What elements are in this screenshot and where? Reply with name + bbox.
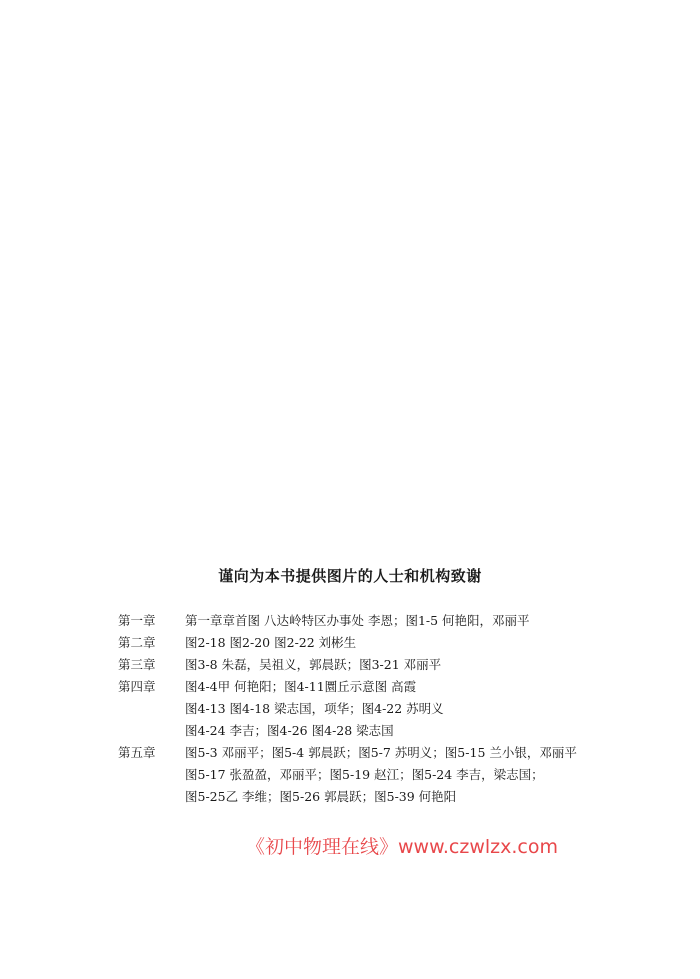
chapter-5	[118, 742, 638, 808]
credit-line: 图5-3 邓丽平；图5-4 郭晨跃；图5-7 苏明义；图5-15 兰小银，邓丽平	[185, 745, 577, 760]
chapter-2	[118, 632, 638, 654]
page-title: 谨向为本书提供图片的人士和机构致谢	[218, 567, 482, 585]
credit-line: 图5-25乙 李维；图5-26 郭晨跃；图5-39 何艳阳	[185, 789, 457, 804]
chapter-label: 第四章	[118, 679, 156, 694]
credit-line: 图4-4甲 何艳阳；图4-11圜丘示意图 高霞	[185, 679, 417, 694]
credit-line: 图3-8 朱磊，吴祖义，郭晨跃；图3-21 邓丽平	[185, 657, 442, 672]
chapter-label: 第一章	[118, 613, 156, 628]
chapter-label: 第二章	[118, 635, 156, 650]
credit-line: 图2-18 图2-20 图2-22 刘彬生	[185, 635, 357, 650]
chapter-label: 第五章	[118, 745, 156, 760]
chapter-3	[118, 654, 638, 676]
credit-line: 图5-17 张盈盈，邓丽平；图5-19 赵江；图5-24 李吉，梁志国；	[185, 767, 544, 782]
credit-line: 第一章章首图 八达岭特区办事处 李恩；图1-5 何艳阳，邓丽平	[185, 613, 530, 628]
chapter-4	[118, 676, 638, 742]
credit-line: 图4-24 李吉；图4-26 图4-28 梁志国	[185, 723, 394, 738]
chapter-1	[118, 610, 638, 632]
website-watermark: 《初中物理在线》www.czwlzx.com	[246, 836, 558, 858]
credit-line: 图4-13 图4-18 梁志国，项华；图4-22 苏明义	[185, 701, 444, 716]
credits-list	[118, 610, 638, 808]
chapter-label: 第三章	[118, 657, 156, 672]
